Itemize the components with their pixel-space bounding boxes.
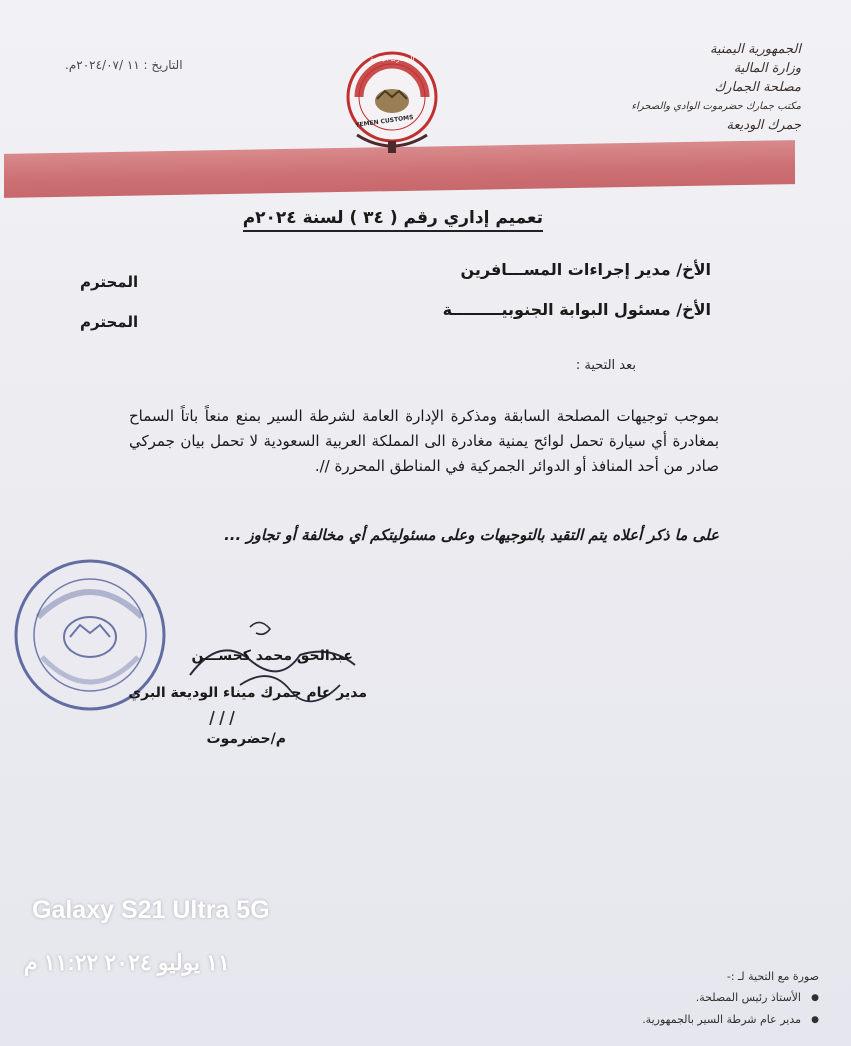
addressee-2: الأخ/ مسئول البوابة الجنوبيـــــــــة (442, 300, 711, 319)
emblem-english-label: YEMEN CUSTOMS (354, 113, 414, 130)
circular-title: تعميم إداري رقم ( ٣٤ ) لسنة ٢٠٢٤م (243, 208, 543, 232)
ministry-line: الجمهورية اليمنية (709, 42, 801, 57)
greeting: بعد التحية : (575, 358, 636, 373)
ministry-line: مصلحة الجمارك (714, 80, 801, 95)
ministry-line: وزارة المالية (733, 61, 801, 76)
cc-title: صورة مع التحية لـ :- (726, 970, 819, 983)
letter-body: بموجب توجيهات المصلحة السابقة ومذكرة الإدارة العامة لشرطة السير بمنع منعاً باتاً السماح بمغادرة أي سيارة تحمل لوائح يمنية مغادرة الى المملكة العربية السعودية لا تحمل بيان جمركي صادر من أحد المنافذ أو الدوائر الجمركية في المناطق المحررة //. (129, 407, 719, 475)
signatory-title: مدير عام جمرك ميناء الوديعة البري (128, 685, 367, 701)
addressee-1: الأخ/ مدير إجراءات المســـافرين (460, 260, 711, 279)
camera-datetime-watermark: ١١ يوليو ٢٠٢٤ ١١:٢٢ م (24, 950, 230, 975)
signatory-name: عبدالحق محمد كحســـن (191, 648, 353, 664)
letter-date: التاريخ : ١١ /٢٠٢٤/٠٧م. (65, 58, 183, 72)
camera-model-watermark: Galaxy S21 Ultra 5G (32, 896, 270, 924)
ministry-line: مكتب جمارك حضرموت الوادي والصحراء (631, 101, 801, 112)
ministry-header (531, 40, 801, 135)
emblem-arabic-label: الجمارك اليمنية (370, 55, 415, 63)
signatory-place: م/حضرموت (206, 731, 286, 747)
cc-item: ● مدير عام شرطة السير بالجمهورية. (579, 1009, 801, 1031)
cc-list (579, 970, 819, 1031)
handwritten-signature-icon (180, 615, 380, 750)
cc-item: ● الأستاذ رئيس المصلحة. (579, 987, 801, 1009)
letter-closing: على ما ذكر أعلاه يتم التقيد بالتوجيهات وعلى مسئوليتكم أي مخالفة أو تجاوز ... (224, 526, 719, 544)
ministry-line: جمرك الوديعة (726, 118, 801, 133)
respect-label-1: المحترم (80, 273, 139, 291)
respect-label-2: المحترم (80, 313, 139, 331)
